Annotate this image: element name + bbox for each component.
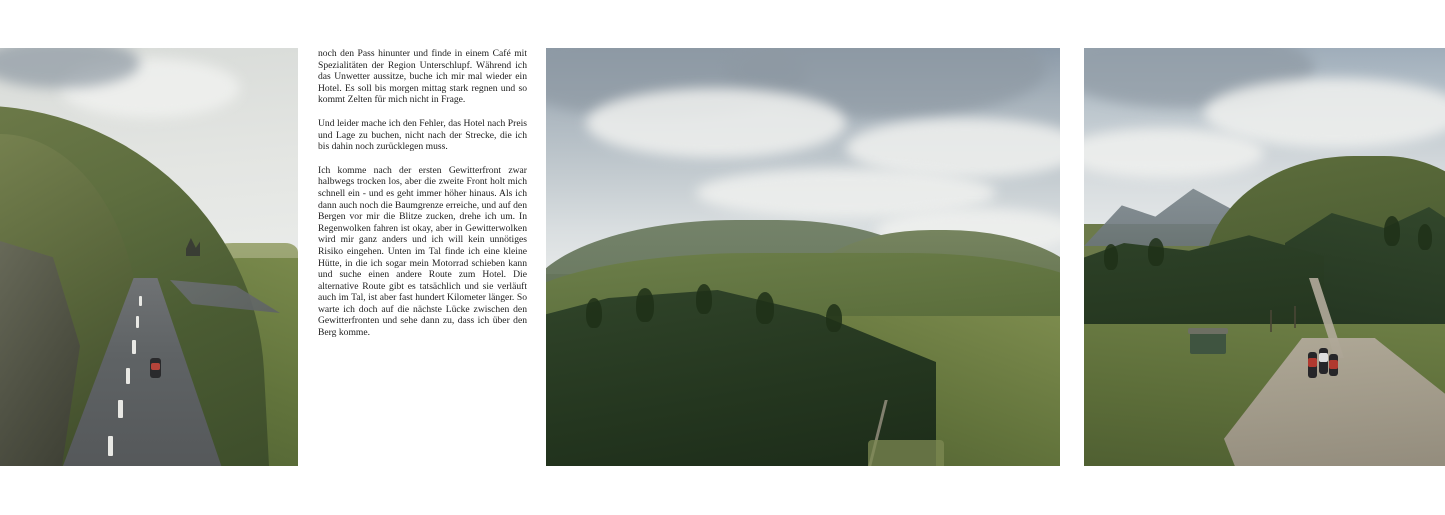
road-dash: [118, 400, 123, 418]
road-dash: [139, 296, 142, 306]
article-text-column: [318, 48, 527, 339]
tree: [756, 292, 774, 324]
tree: [1418, 224, 1432, 250]
paragraph: Und leider mache ich den Fehler, das Hotel nach Preis und Lage zu buchen, nicht nach der Strecke, die ich bis dahin noch zurücklegen muss.: [318, 117, 527, 153]
cloud-shape: [586, 88, 846, 158]
fence-post: [1294, 306, 1296, 328]
tree: [1384, 216, 1400, 246]
motorcycle: [1308, 352, 1317, 378]
road-dash: [132, 340, 136, 354]
valley-field: [868, 440, 944, 466]
fence-post: [1270, 310, 1272, 332]
tree: [826, 304, 842, 332]
tree: [1148, 238, 1164, 266]
tree: [586, 298, 602, 328]
motorcycle: [150, 358, 161, 378]
tree: [636, 288, 654, 322]
paragraph: Ich komme nach der ersten Gewitterfront zwar halbwegs trocken los, aber die zweite Front holt mich schnell ein - und es geht immer höher hinaus. Als ich dann auch noch die Baumgrenze erreiche, und auf den Bergen vor mir die Blitze zucken, drehe ich um. In Regenwolken fahren ist okay, aber in Gewitterwolken wird mir ganz anders und ich will kein unnötiges Risiko eingehen. Unten im Tal finde ich eine kleine Hütte, in die ich sogar mein Motorrad schieben kann und suche einen andere Route zum Hotel. Die alternative Route gibt es tatsächlich und sie verläuft auch im Tal, ist aber fast hundert Kilometer länger. So warte ich doch auf die nächste Lücke zwischen den Gewitterfronten und sehe dann zu, dass ich über den Berg komme.: [318, 164, 527, 339]
motorcycle: [1329, 354, 1338, 376]
hut: [1190, 332, 1226, 354]
motorcycle: [1319, 348, 1328, 374]
road-dash: [136, 316, 139, 328]
paragraph: noch den Pass hinunter und finde in einem Café mit Spezialitäten der Region Unterschlupf. Während ich das Unwetter aussitze, buche ich mir mal wieder ein Hotel. Es soll bis morgen mittag stark regnen und so kommt Zelten für mich nicht in Frage.: [318, 48, 527, 106]
photo-right: [1084, 48, 1445, 466]
riders-group: [1308, 348, 1340, 380]
photo-left: [0, 48, 298, 466]
road-dash: [126, 368, 130, 384]
tree: [1104, 244, 1118, 270]
road-dash: [108, 436, 113, 456]
photo-center: [546, 48, 1060, 466]
tree: [696, 284, 712, 314]
